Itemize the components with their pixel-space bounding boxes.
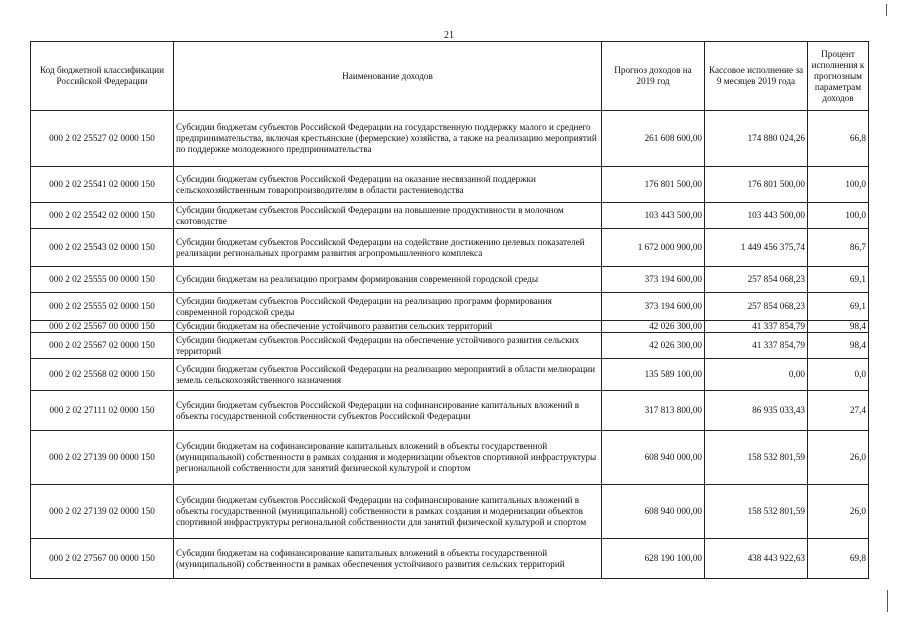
- cell-name: Субсидии бюджетам субъектов Российской Федерации на государственную поддержку малого и среднего предпринимательства, включая крестьянские (фермерские) хозяйства, а также на реализацию мероприятий по поддержке молодежного предпринимательства: [174, 111, 602, 167]
- cell-percent: 98,4: [808, 333, 869, 359]
- cell-execution: 257 854 068,23: [705, 267, 808, 293]
- table-row: [31, 111, 869, 167]
- cell-execution: 1 449 456 375,74: [705, 229, 808, 267]
- table-row: [31, 293, 869, 321]
- table-row: [31, 391, 869, 431]
- cell-code: 000 2 02 25568 02 0000 150: [31, 359, 174, 391]
- cell-percent: 69,1: [808, 267, 869, 293]
- table-row: [31, 321, 869, 333]
- table-row: [31, 485, 869, 539]
- cell-name: Субсидии бюджетам субъектов Российской Федерации на реализацию мероприятий в области мелиорации земель сельскохозяйственного назначения: [174, 359, 602, 391]
- cell-code: 000 2 02 27139 00 0000 150: [31, 431, 174, 485]
- header-execution: Кассовое исполнение за 9 месяцев 2019 года: [705, 42, 808, 111]
- cell-name: Субсидии бюджетам субъектов Российской Федерации на обеспечение устойчивого развития сельских территорий: [174, 333, 602, 359]
- header-code: Код бюджетной классификации Российской Федерации: [31, 42, 174, 111]
- scan-edge-mark-bottom: [887, 590, 888, 612]
- cell-code: 000 2 02 25543 02 0000 150: [31, 229, 174, 267]
- table-row: [31, 539, 869, 579]
- cell-name: Субсидии бюджетам субъектов Российской Федерации на софинансирование капитальных вложений в объекты государственной (муниципальной) собственности в рамках создания и модернизации объектов спортивной инфраструктуры региональной собственности для занятий физической культурой и спортом: [174, 485, 602, 539]
- cell-percent: 0,0: [808, 359, 869, 391]
- cell-execution: 0,00: [705, 359, 808, 391]
- cell-code: 000 2 02 27567 00 0000 150: [31, 539, 174, 579]
- table-row: [31, 359, 869, 391]
- cell-percent: 98,4: [808, 321, 869, 333]
- cell-forecast: 103 443 500,00: [602, 203, 705, 229]
- cell-name: Субсидии бюджетам субъектов Российской Федерации на повышение продуктивности в молочном скотоводстве: [174, 203, 602, 229]
- cell-execution: 103 443 500,00: [705, 203, 808, 229]
- cell-execution: 158 532 801,59: [705, 431, 808, 485]
- table-row: [31, 167, 869, 203]
- header-percent: Процент исполнения к прогнозным параметрам доходов: [808, 42, 869, 111]
- cell-code: 000 2 02 25527 02 0000 150: [31, 111, 174, 167]
- header-name: Наименование доходов: [174, 42, 602, 111]
- cell-percent: 27,4: [808, 391, 869, 431]
- cell-execution: 158 532 801,59: [705, 485, 808, 539]
- cell-execution: 174 880 024,26: [705, 111, 808, 167]
- cell-forecast: 373 194 600,00: [602, 267, 705, 293]
- cell-forecast: 317 813 800,00: [602, 391, 705, 431]
- cell-name: Субсидии бюджетам на реализацию программ формирования современной городской среды: [174, 267, 602, 293]
- cell-execution: 438 443 922,63: [705, 539, 808, 579]
- cell-percent: 69,8: [808, 539, 869, 579]
- table-row: [31, 431, 869, 485]
- cell-code: 000 2 02 25567 02 0000 150: [31, 333, 174, 359]
- cell-forecast: 608 940 000,00: [602, 431, 705, 485]
- cell-name: Субсидии бюджетам субъектов Российской Федерации на софинансирование капитальных вложений в объекты государственной собственности субъектов Российской Федерации: [174, 391, 602, 431]
- cell-name: Субсидии бюджетам на обеспечение устойчивого развития сельских территорий: [174, 321, 602, 333]
- cell-code: 000 2 02 25567 00 0000 150: [31, 321, 174, 333]
- cell-forecast: 1 672 000 900,00: [602, 229, 705, 267]
- cell-execution: 86 935 033,43: [705, 391, 808, 431]
- table-row: [31, 267, 869, 293]
- cell-forecast: 42 026 300,00: [602, 321, 705, 333]
- cell-forecast: 42 026 300,00: [602, 333, 705, 359]
- cell-percent: 86,7: [808, 229, 869, 267]
- cell-name: Субсидии бюджетам на софинансирование капитальных вложений в объекты государственной (муниципальной) собственности в рамках обеспечения устойчивого развития сельских территорий: [174, 539, 602, 579]
- cell-code: 000 2 02 25541 02 0000 150: [31, 167, 174, 203]
- cell-code: 000 2 02 25555 02 0000 150: [31, 293, 174, 321]
- cell-forecast: 373 194 600,00: [602, 293, 705, 321]
- cell-code: 000 2 02 27139 02 0000 150: [31, 485, 174, 539]
- cell-percent: 26,0: [808, 431, 869, 485]
- page-number: 21: [444, 30, 454, 41]
- cell-forecast: 176 801 500,00: [602, 167, 705, 203]
- table-row: [31, 203, 869, 229]
- cell-code: 000 2 02 27111 02 0000 150: [31, 391, 174, 431]
- cell-name: Субсидии бюджетам на софинансирование капитальных вложений в объекты государственной (муниципальной) собственности в рамках создания и модернизации объектов спортивной инфраструктуры региональной собственности для занятий физической культурой и спортом: [174, 431, 602, 485]
- cell-percent: 26,0: [808, 485, 869, 539]
- revenue-table: [30, 41, 869, 579]
- cell-percent: 66,8: [808, 111, 869, 167]
- cell-code: 000 2 02 25542 02 0000 150: [31, 203, 174, 229]
- cell-execution: 41 337 854,79: [705, 321, 808, 333]
- cell-percent: 100,0: [808, 167, 869, 203]
- cell-forecast: 608 940 000,00: [602, 485, 705, 539]
- cell-code: 000 2 02 25555 00 0000 150: [31, 267, 174, 293]
- cell-execution: 41 337 854,79: [705, 333, 808, 359]
- scan-edge-mark-top: [886, 4, 887, 16]
- cell-forecast: 628 190 100,00: [602, 539, 705, 579]
- cell-forecast: 135 589 100,00: [602, 359, 705, 391]
- cell-execution: 176 801 500,00: [705, 167, 808, 203]
- cell-name: Субсидии бюджетам субъектов Российской Федерации на оказание несвязанной поддержки сельскохозяйственным товаропроизводителям в области растениеводства: [174, 167, 602, 203]
- header-forecast: Прогноз доходов на 2019 год: [602, 42, 705, 111]
- cell-name: Субсидии бюджетам субъектов Российской Федерации на реализацию программ формирования современной городской среды: [174, 293, 602, 321]
- table-row: [31, 229, 869, 267]
- cell-percent: 100,0: [808, 203, 869, 229]
- table-row: [31, 333, 869, 359]
- cell-execution: 257 854 068,23: [705, 293, 808, 321]
- cell-forecast: 261 608 600,00: [602, 111, 705, 167]
- cell-percent: 69,1: [808, 293, 869, 321]
- cell-name: Субсидии бюджетам субъектов Российской Федерации на содействие достижению целевых показателей реализации региональных программ развития агропромышленного комплекса: [174, 229, 602, 267]
- table-header-row: [31, 42, 869, 111]
